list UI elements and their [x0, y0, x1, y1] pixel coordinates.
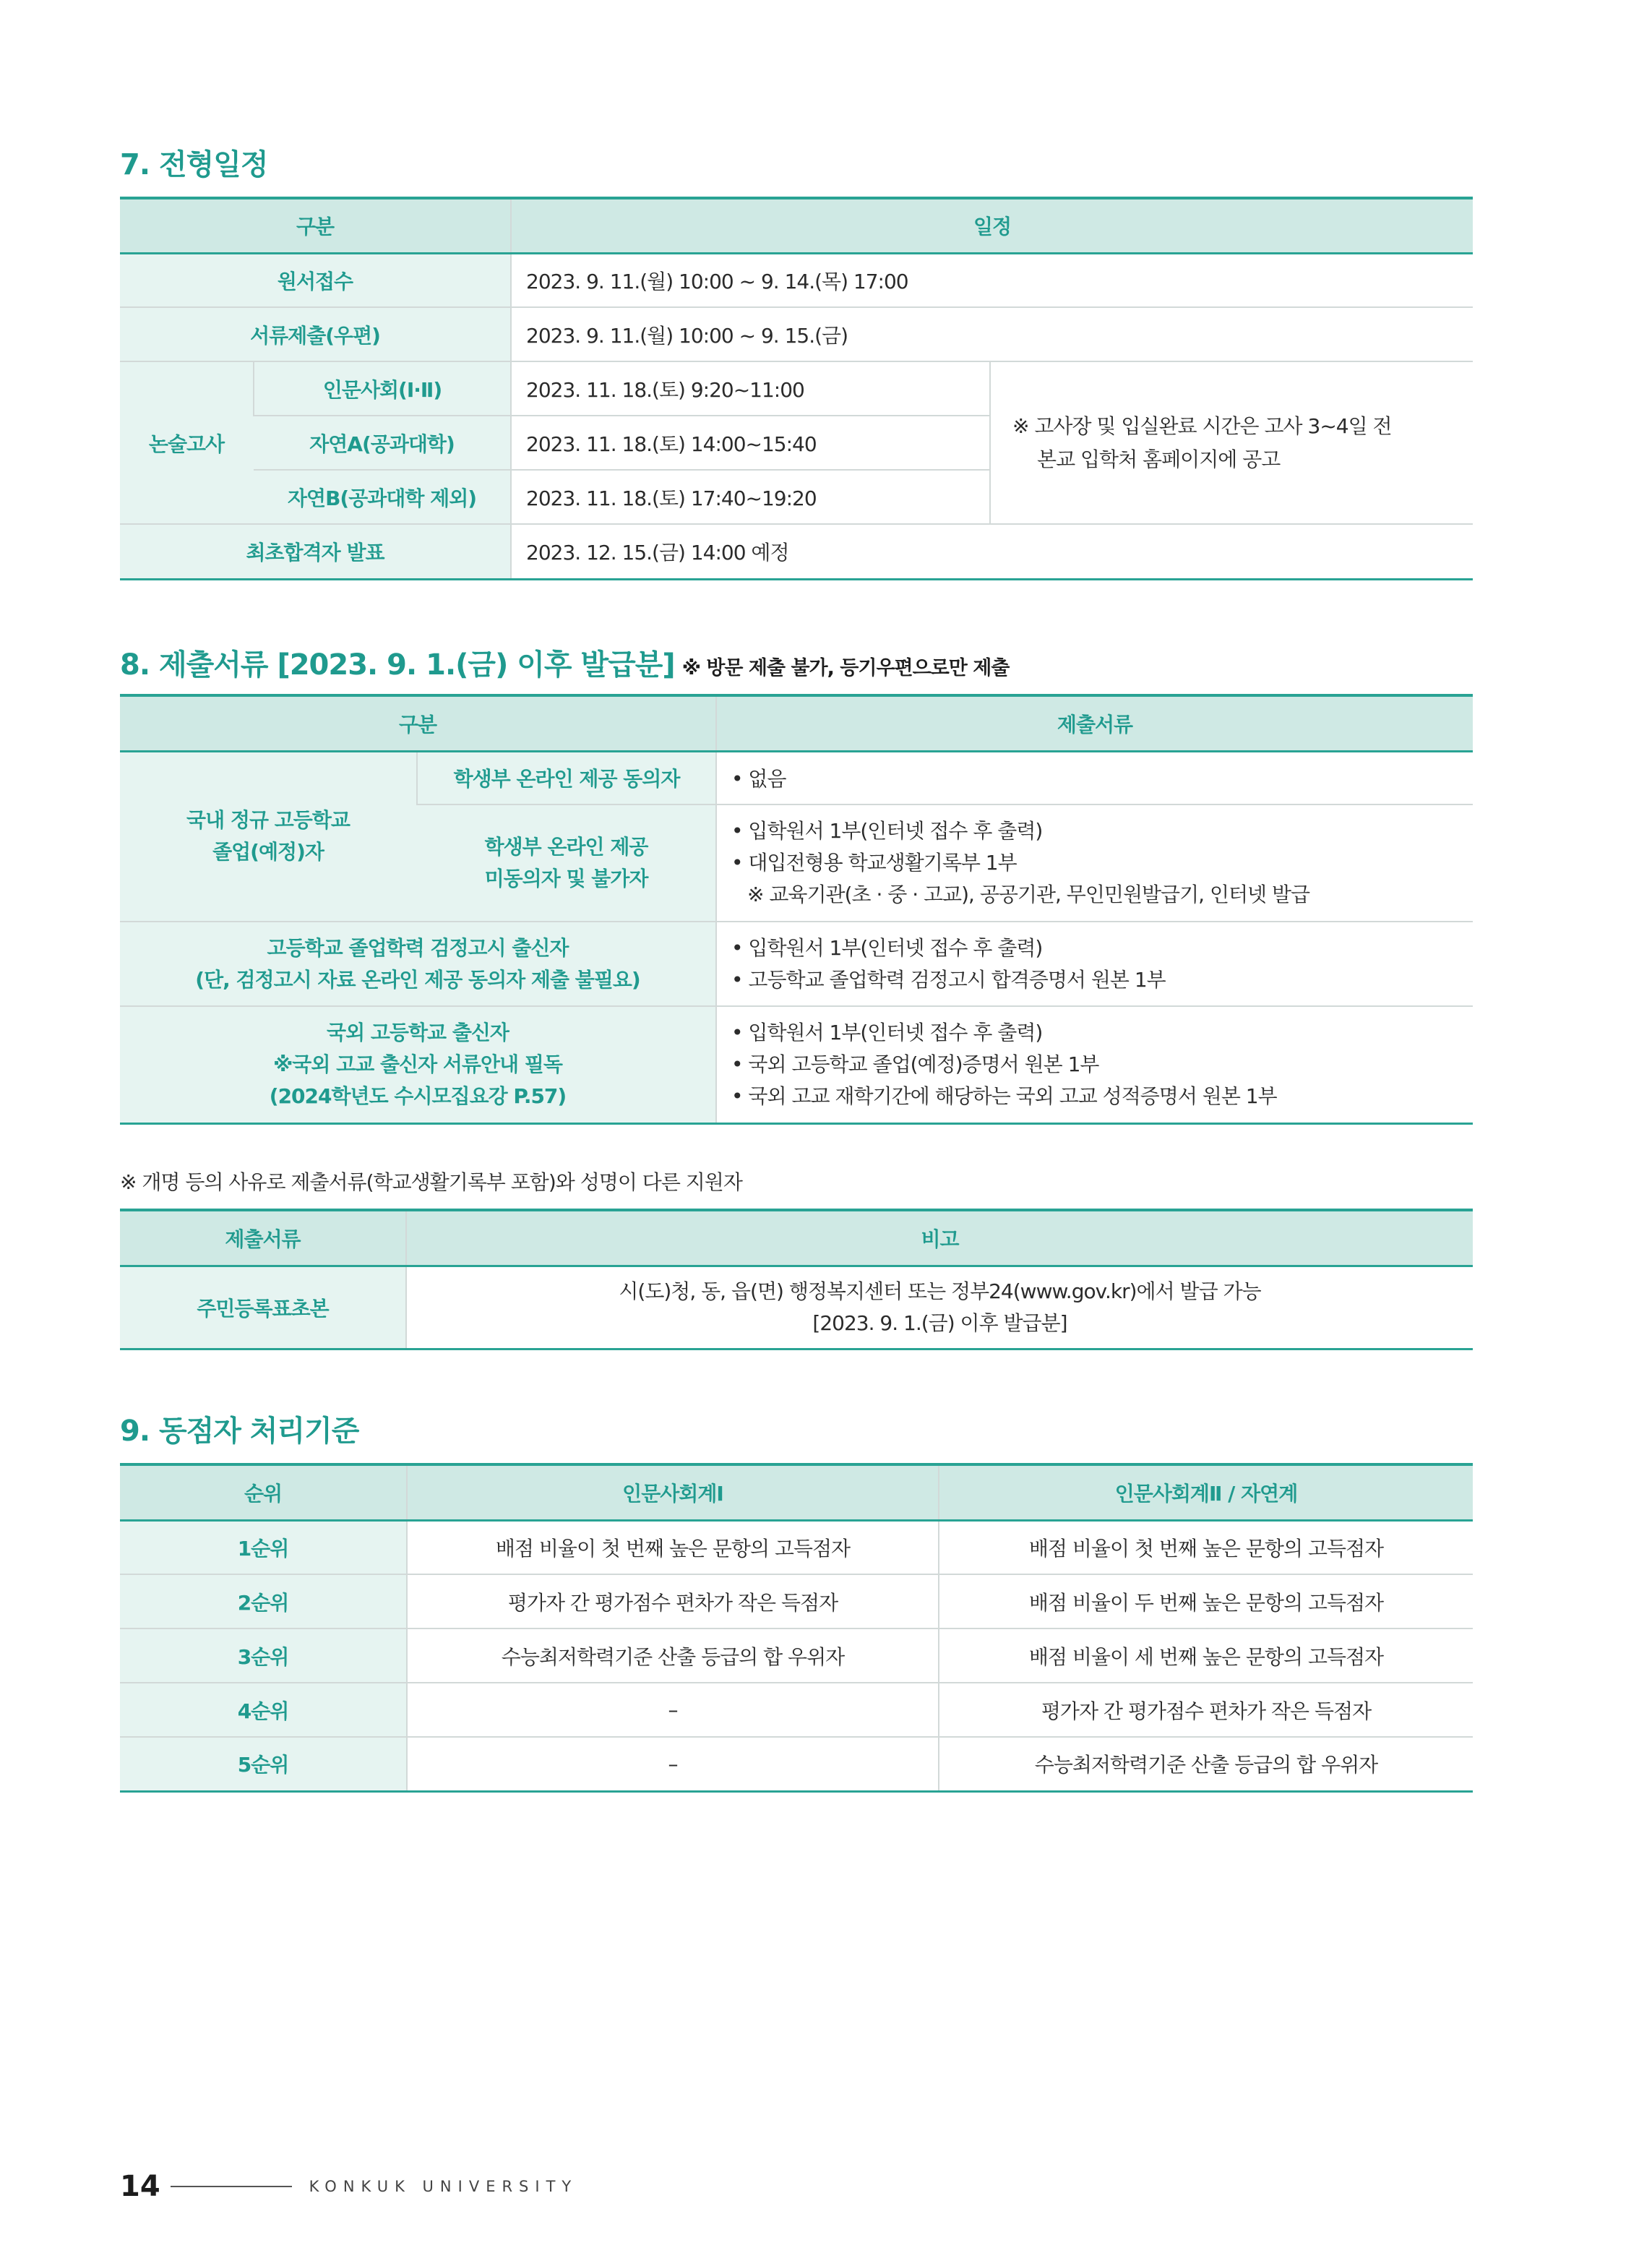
section7-title: 7. 전형일정 — [120, 148, 268, 181]
row-label: 서류제출(우편) — [120, 307, 511, 361]
nonconsent-docs — [716, 804, 1473, 922]
tiebreak-table — [120, 1463, 1473, 1793]
list-item: • 고등학교 졸업학력 검정고시 합격증명서 원본 1부 — [731, 967, 1166, 992]
section9-title: 9. 동점자 처리기준 — [120, 1415, 359, 1448]
criteria-cell: 배점 비율이 첫 번째 높은 문항의 고득점자 — [939, 1520, 1473, 1574]
rank-cell: 1순위 — [120, 1520, 407, 1574]
row-date: 2023. 12. 15.(금) 14:00 예정 — [511, 524, 1473, 579]
header-rank: 순위 — [120, 1464, 407, 1520]
list-item: • 국외 고교 재학기간에 해당하는 국외 고교 성적증명서 원본 1부 — [731, 1083, 1277, 1108]
list-item: • 국외 고등학교 졸업(예정)증명서 원본 1부 — [731, 1052, 1099, 1076]
list-item: • 입학원서 1부(인터넷 접수 후 출력) — [731, 1020, 1043, 1044]
domestic-label — [120, 751, 417, 922]
criteria-cell: 평가자 간 평가점수 편차가 작은 득점자 — [939, 1683, 1473, 1737]
criteria-cell: 평가자 간 평가점수 편차가 작은 득점자 — [407, 1574, 939, 1628]
section8-note: ※ 방문 제출 불가, 등기우편으로만 제출 — [681, 657, 1010, 679]
row-label: 최초합격자 발표 — [120, 524, 511, 579]
row-date: 2023. 11. 18.(토) 9:20~11:00 — [511, 361, 990, 416]
page-footer — [120, 2168, 577, 2205]
essay-label: 논술고사 — [120, 361, 254, 524]
schedule-table — [120, 197, 1473, 580]
row-date: 2023. 9. 11.(월) 10:00 ~ 9. 14.(목) 17:00 — [511, 253, 1473, 307]
criteria-cell: – — [407, 1683, 939, 1737]
namechange-table — [120, 1209, 1473, 1350]
essay-note-line2: 본교 입학처 홈페이지에 공고 — [1037, 447, 1281, 471]
list-item: ※ 교육기관(초 · 중 · 고교), 공공기관, 무인민원발급기, 인터넷 발급 — [747, 883, 1310, 906]
criteria-cell: 배점 비율이 두 번째 높은 문항의 고득점자 — [939, 1574, 1473, 1628]
documents-table — [120, 694, 1473, 1125]
essay-note — [990, 361, 1473, 524]
table-row — [120, 1266, 1473, 1349]
table-row — [120, 1006, 1473, 1123]
ged-label — [120, 922, 716, 1006]
table-row — [120, 1628, 1473, 1683]
ged-docs — [716, 922, 1473, 1006]
header-schedule: 일정 — [511, 198, 1473, 253]
university-name: KONKUK UNIVERSITY — [309, 2178, 578, 2195]
foreign-label-line1: 국외 고등학교 출신자 — [327, 1020, 509, 1044]
criteria-cell: 배점 비율이 첫 번째 높은 문항의 고득점자 — [407, 1520, 939, 1574]
criteria-cell: 수능최저학력기준 산출 등급의 합 우위자 — [407, 1628, 939, 1683]
section8-title-text: 8. 제출서류 [2023. 9. 1.(금) 이후 발급분] — [120, 648, 675, 682]
row-date: 2023. 11. 18.(토) 17:40~19:20 — [511, 470, 990, 524]
list-item: • 입학원서 1부(인터넷 접수 후 출력) — [731, 935, 1043, 960]
header-humanities-1: 인문사회계Ⅰ — [407, 1464, 939, 1520]
nonconsent-label-line2: 미동의자 및 불가자 — [484, 867, 648, 891]
table-row — [120, 922, 1473, 1006]
row-sublabel: 자연A(공과대학) — [254, 416, 511, 470]
namechange-note: ※ 개명 등의 사유로 제출서류(학교생활기록부 포함)와 성명이 다른 지원자 — [120, 1170, 742, 1194]
criteria-cell: 배점 비율이 세 번째 높은 문항의 고득점자 — [939, 1628, 1473, 1683]
table-row — [120, 307, 1473, 361]
list-item: • 입학원서 1부(인터넷 접수 후 출력) — [731, 819, 1043, 843]
table-row — [120, 1737, 1473, 1791]
foreign-label — [120, 1006, 716, 1123]
namechange-remark — [406, 1266, 1473, 1349]
header-category: 구분 — [120, 695, 716, 751]
domestic-label-line1: 국내 정규 고등학교 — [186, 808, 350, 833]
rank-cell: 2순위 — [120, 1574, 407, 1628]
header-document: 제출서류 — [120, 1210, 406, 1266]
table-row — [120, 1574, 1473, 1628]
foreign-docs — [716, 1006, 1473, 1123]
section8-title — [120, 648, 1010, 682]
consent-label: 학생부 온라인 제공 동의자 — [417, 751, 716, 804]
nonconsent-label-line1: 학생부 온라인 제공 — [484, 835, 648, 859]
ged-label-line1: 고등학교 졸업학력 검정고시 출신자 — [267, 935, 569, 960]
row-label: 원서접수 — [120, 253, 511, 307]
table-row — [120, 361, 1473, 416]
foreign-label-line3: (2024학년도 수시모집요강 P.57) — [269, 1083, 567, 1108]
nonconsent-label — [417, 804, 716, 922]
header-humanities-2-science: 인문사회계Ⅱ / 자연계 — [939, 1464, 1473, 1520]
table-row — [120, 253, 1473, 307]
ged-label-line2: (단, 검정고시 자료 온라인 제공 동의자 제출 불필요) — [195, 967, 640, 992]
list-item: • 대입전형용 학교생활기록부 1부 — [731, 851, 1017, 875]
row-date: 2023. 9. 11.(월) 10:00 ~ 9. 15.(금) — [511, 307, 1473, 361]
namechange-remark-line1: 시(도)청, 동, 읍(면) 행정복지센터 또는 정부24(www.gov.kr)에서 발급 가능 — [619, 1279, 1261, 1303]
page-number: 14 — [120, 2170, 160, 2203]
row-sublabel: 인문사회(Ⅰ·Ⅱ) — [254, 361, 511, 416]
header-category: 구분 — [120, 198, 511, 253]
header-documents: 제출서류 — [716, 695, 1473, 751]
namechange-remark-line2: [2023. 9. 1.(금) 이후 발급분] — [812, 1310, 1067, 1335]
table-row — [120, 1683, 1473, 1737]
criteria-cell: 수능최저학력기준 산출 등급의 합 우위자 — [939, 1737, 1473, 1791]
essay-note-line1: ※ 고사장 및 입실완료 시간은 고사 3~4일 전 — [1012, 413, 1392, 438]
row-sublabel: 자연B(공과대학 제외) — [254, 470, 511, 524]
table-row — [120, 524, 1473, 579]
rank-cell: 5순위 — [120, 1737, 407, 1791]
rank-cell: 3순위 — [120, 1628, 407, 1683]
footer-divider — [171, 2186, 292, 2187]
consent-docs: • 없음 — [716, 751, 1473, 804]
table-row — [120, 1520, 1473, 1574]
rank-cell: 4순위 — [120, 1683, 407, 1737]
criteria-cell: – — [407, 1737, 939, 1791]
namechange-label: 주민등록표초본 — [120, 1266, 406, 1349]
header-remark: 비고 — [406, 1210, 1473, 1266]
domestic-label-line2: 졸업(예정)자 — [212, 840, 324, 864]
foreign-label-line2: ※국외 고교 출신자 서류안내 필독 — [273, 1052, 562, 1076]
table-row — [120, 751, 1473, 804]
row-date: 2023. 11. 18.(토) 14:00~15:40 — [511, 416, 990, 470]
